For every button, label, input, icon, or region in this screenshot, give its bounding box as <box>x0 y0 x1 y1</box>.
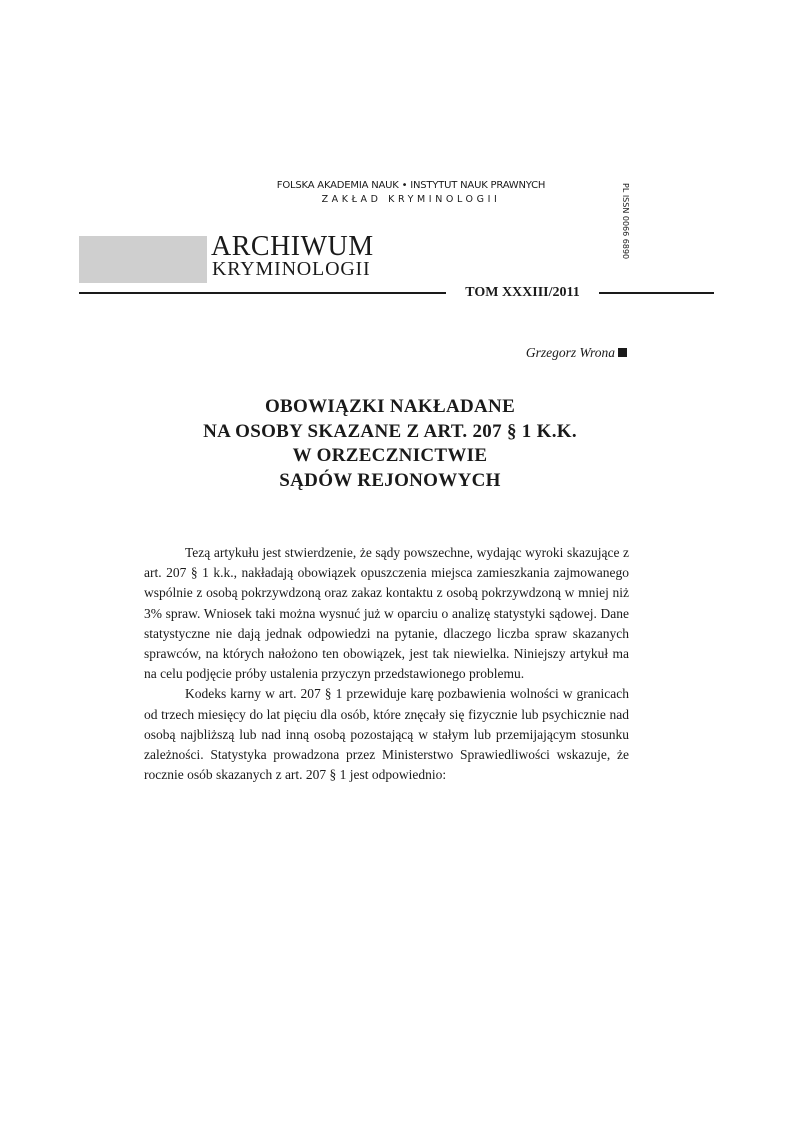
article-title <box>140 395 640 493</box>
department-name: ZAKŁAD KRYMINOLOGII <box>321 194 501 205</box>
title-line: W ORZECZNICTWIE <box>292 445 488 466</box>
author-name: Grzegorz Wrona <box>525 345 615 360</box>
journal-title-line2: KRYMINOLOGII <box>212 258 371 280</box>
body-paragraph: Kodeks karny w art. 207 § 1 przewiduje karę pozbawienia wolności w granicach od trzech miesięcy do lat pięciu dla osób, które znęcały się fizycznie lub psychicznie nad osobą najbliższą lub nad inną osobą pozostającą w stałym lub przemijającym stosunku zależności. Statystyka prowadzona przez Ministerstwo Sprawiedliwości wskazuje, że rocznie osób skazanych z art. 207 § 1 jest odpowiednio: <box>144 686 629 783</box>
title-line: SĄDÓW REJONOWYCH <box>279 469 501 491</box>
institute-name: FOLSKA AKADEMIA NAUK • INSTYTUT NAUK PRAWNYCH <box>276 180 546 191</box>
header-rule-left <box>79 292 446 294</box>
title-line: OBOWIĄZKI NAKŁADANE <box>264 396 516 417</box>
article-body <box>144 543 629 785</box>
body-paragraph: Tezą artykułu jest stwierdzenie, że sądy powszechne, wydając wyroki skazujące z art. 207 § 1 k.k., nakładają obowiązek opuszczenia miejsca zamieszkania zajmowanego wspólnie z osobą pokrzywdzoną oraz zakaz kontaktu z osobą pokrzywdzoną w mniej niż 3% spraw. Wniosek taki można wysnuć już w oparciu o analizę statystyki sądowej. Dane statystyczne nie dają jednak odpowiedzi na pytanie, dlaczego liczba spraw skazanych sprawców, na których nałożono ten obowiązek, jest tak niewielka. Niniejszy artykuł ma na celu podjęcie próby ustalenia przyczyn przedstawionego problemu. <box>144 545 629 682</box>
journal-title-line1: ARCHIWUM <box>211 231 374 262</box>
header-rule-right <box>599 292 714 294</box>
author-square-icon <box>618 348 627 357</box>
volume-label: TOM XXXIII/2011 <box>465 285 580 300</box>
title-line: NA OSOBY SKAZANE Z ART. 207 § 1 K.K. <box>203 420 577 442</box>
journal-logo-block <box>79 236 207 283</box>
issn-number: PL ISSN 0066 6890 <box>621 183 630 260</box>
